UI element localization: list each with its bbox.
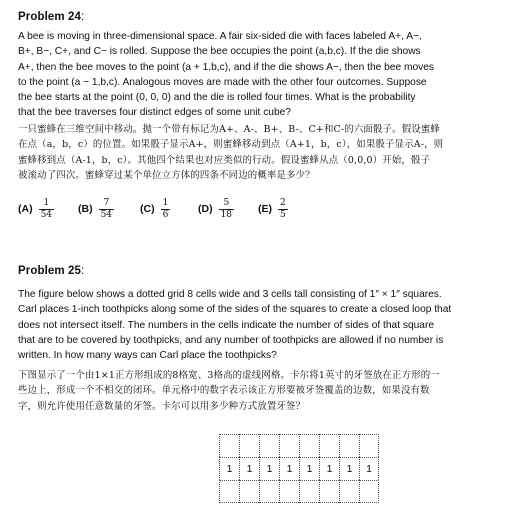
choice-fraction	[161, 198, 171, 221]
grid-cell: 1	[239, 457, 259, 480]
problem-24-statement	[18, 29, 513, 121]
choice-c	[140, 198, 198, 221]
grid-cell	[259, 434, 279, 457]
problem-25-line: that are to be covered by toothpicks, and any number of toothpicks are allowed if no number is	[18, 334, 444, 346]
choice-a	[18, 198, 78, 221]
fraction-numerator: 7	[103, 197, 110, 208]
problem-24-zh-line: 被滚动了四次。蜜蜂穿过某个单位立方体的四条不同边的概率是多少？	[18, 170, 315, 182]
choice-b	[78, 198, 140, 221]
grid-cell: 1	[279, 457, 299, 480]
problem-25-zh-line: 下图显示了一个由1×1正方形组成的8格宽、3格高的虚线网格。卡尔将1英寸的牙签放在正方形的一	[18, 370, 440, 381]
problem-24-line: to the point (a − 1,b,c). Analogous moves are made with the other four outcomes. Suppose	[18, 76, 427, 88]
grid-cell: 1	[359, 457, 379, 480]
grid-cell	[219, 480, 239, 503]
problem-25-title-text: Problem 25	[18, 265, 81, 277]
fraction-denominator: 54	[40, 209, 53, 220]
problem-25-title-colon: :	[81, 265, 85, 277]
choice-fraction	[99, 198, 114, 221]
grid-cell	[339, 434, 359, 457]
choice-e	[258, 198, 308, 221]
choice-fraction	[39, 198, 54, 221]
fraction-numerator: 2	[280, 197, 286, 208]
grid-cell	[299, 480, 319, 503]
problem-25-statement	[18, 287, 513, 363]
problem-24-chinese	[18, 122, 513, 184]
grid-cell	[239, 480, 259, 503]
choice-letter: (C)	[140, 203, 155, 215]
problem-24-line: A+, then the bee moves to the point (a + 1,b,c), and if the die shows A−, then the bee moves	[18, 61, 434, 73]
problem-25-title	[18, 265, 84, 277]
choice-letter: (E)	[258, 203, 272, 215]
grid-cell: 1	[299, 457, 319, 480]
grid-cell	[359, 480, 379, 503]
choice-letter: (D)	[198, 203, 213, 215]
dotted-grid	[219, 434, 379, 503]
fraction-numerator: 1	[162, 197, 169, 208]
problem-24-zh-line: 在点（a，b，c）的位置。如果骰子显示A+，则蜜蜂移动到点（A+1，b，c），如果骰子显示A-，则	[18, 139, 444, 151]
problem-24-title-colon: :	[81, 11, 85, 23]
problem-25-line: does not intersect itself. The numbers in the cells indicate the number of sides of that square	[18, 319, 435, 331]
grid-cell	[259, 480, 279, 503]
grid-cell: 1	[219, 457, 239, 480]
grid-cell	[299, 434, 319, 457]
fraction-numerator: 1	[43, 197, 50, 208]
fraction-denominator: 54	[100, 209, 113, 220]
fraction-denominator: 18	[220, 209, 233, 220]
grid-cell: 1	[259, 457, 279, 480]
grid-cell	[359, 434, 379, 457]
answer-choices	[18, 191, 308, 227]
grid-cell	[219, 434, 239, 457]
choice-fraction	[219, 198, 234, 221]
problem-25-zh-line: 字，则允许使用任意数量的牙签。卡尔可以用多少种方式放置牙签？	[18, 400, 306, 412]
problem-25-chinese	[18, 368, 513, 414]
grid-cell: 1	[339, 457, 359, 480]
problem-24-line: B+, B−, C+, and C− is rolled. Suppose the bee occupies the point (a,b,c). If the die shows	[18, 46, 421, 58]
choice-d	[198, 198, 258, 221]
problem-24-title-text: Problem 24	[18, 11, 81, 23]
grid-cell	[279, 480, 299, 503]
choice-letter: (A)	[18, 203, 33, 215]
problem-25-zh-line: 些边上，形成一个不相交的闭环。单元格中的数字表示该正方形要被牙签覆盖的边数，如果没有数	[18, 385, 430, 397]
fraction-denominator: 5	[280, 209, 286, 220]
grid-cell: 1	[319, 457, 339, 480]
choice-letter: (B)	[78, 203, 93, 215]
dotted-grid-figure	[219, 434, 379, 503]
grid-cell	[319, 434, 339, 457]
problem-24-line: that the bee traverses four distinct edges of some unit cube?	[18, 107, 291, 119]
problem-25-line: The figure below shows a dotted grid 8 cells wide and 3 cells tall consisting of 1″ × 1″ squares.	[18, 289, 442, 300]
problem-25-line: written. In how many ways can Carl place the toothpicks?	[18, 350, 277, 362]
problem-24-zh-line: 蜜蜂移到点（A-1，b，c）。其他四个结果也对应类似的行动。假设蜜蜂从点（0,0,0）开始，骰子	[18, 154, 431, 166]
grid-cell	[239, 434, 259, 457]
grid-cell	[279, 434, 299, 457]
fraction-numerator: 5	[223, 197, 230, 208]
grid-cell	[339, 480, 359, 503]
problem-24-line: the bee starts at the point (0, 0, 0) and the die is rolled four times. What is the probability	[18, 92, 416, 104]
problem-25-line: Carl places 1-inch toothpicks along some of the sides of the squares to create a closed loop that	[18, 304, 452, 316]
choice-fraction	[278, 198, 288, 221]
problem-24-zh-line: 一只蜜蜂在三维空间中移动。抛一个带有标记为A+、A-、B+、B-、C+和C-的六面骰子。假设蜜蜂	[18, 124, 441, 135]
problem-24-line: A bee is moving in three-dimensional space. A fair six-sided die with faces labeled A+, A−,	[18, 31, 422, 42]
grid-cell	[319, 480, 339, 503]
fraction-denominator: 6	[162, 209, 169, 220]
problem-24-title	[18, 11, 84, 23]
